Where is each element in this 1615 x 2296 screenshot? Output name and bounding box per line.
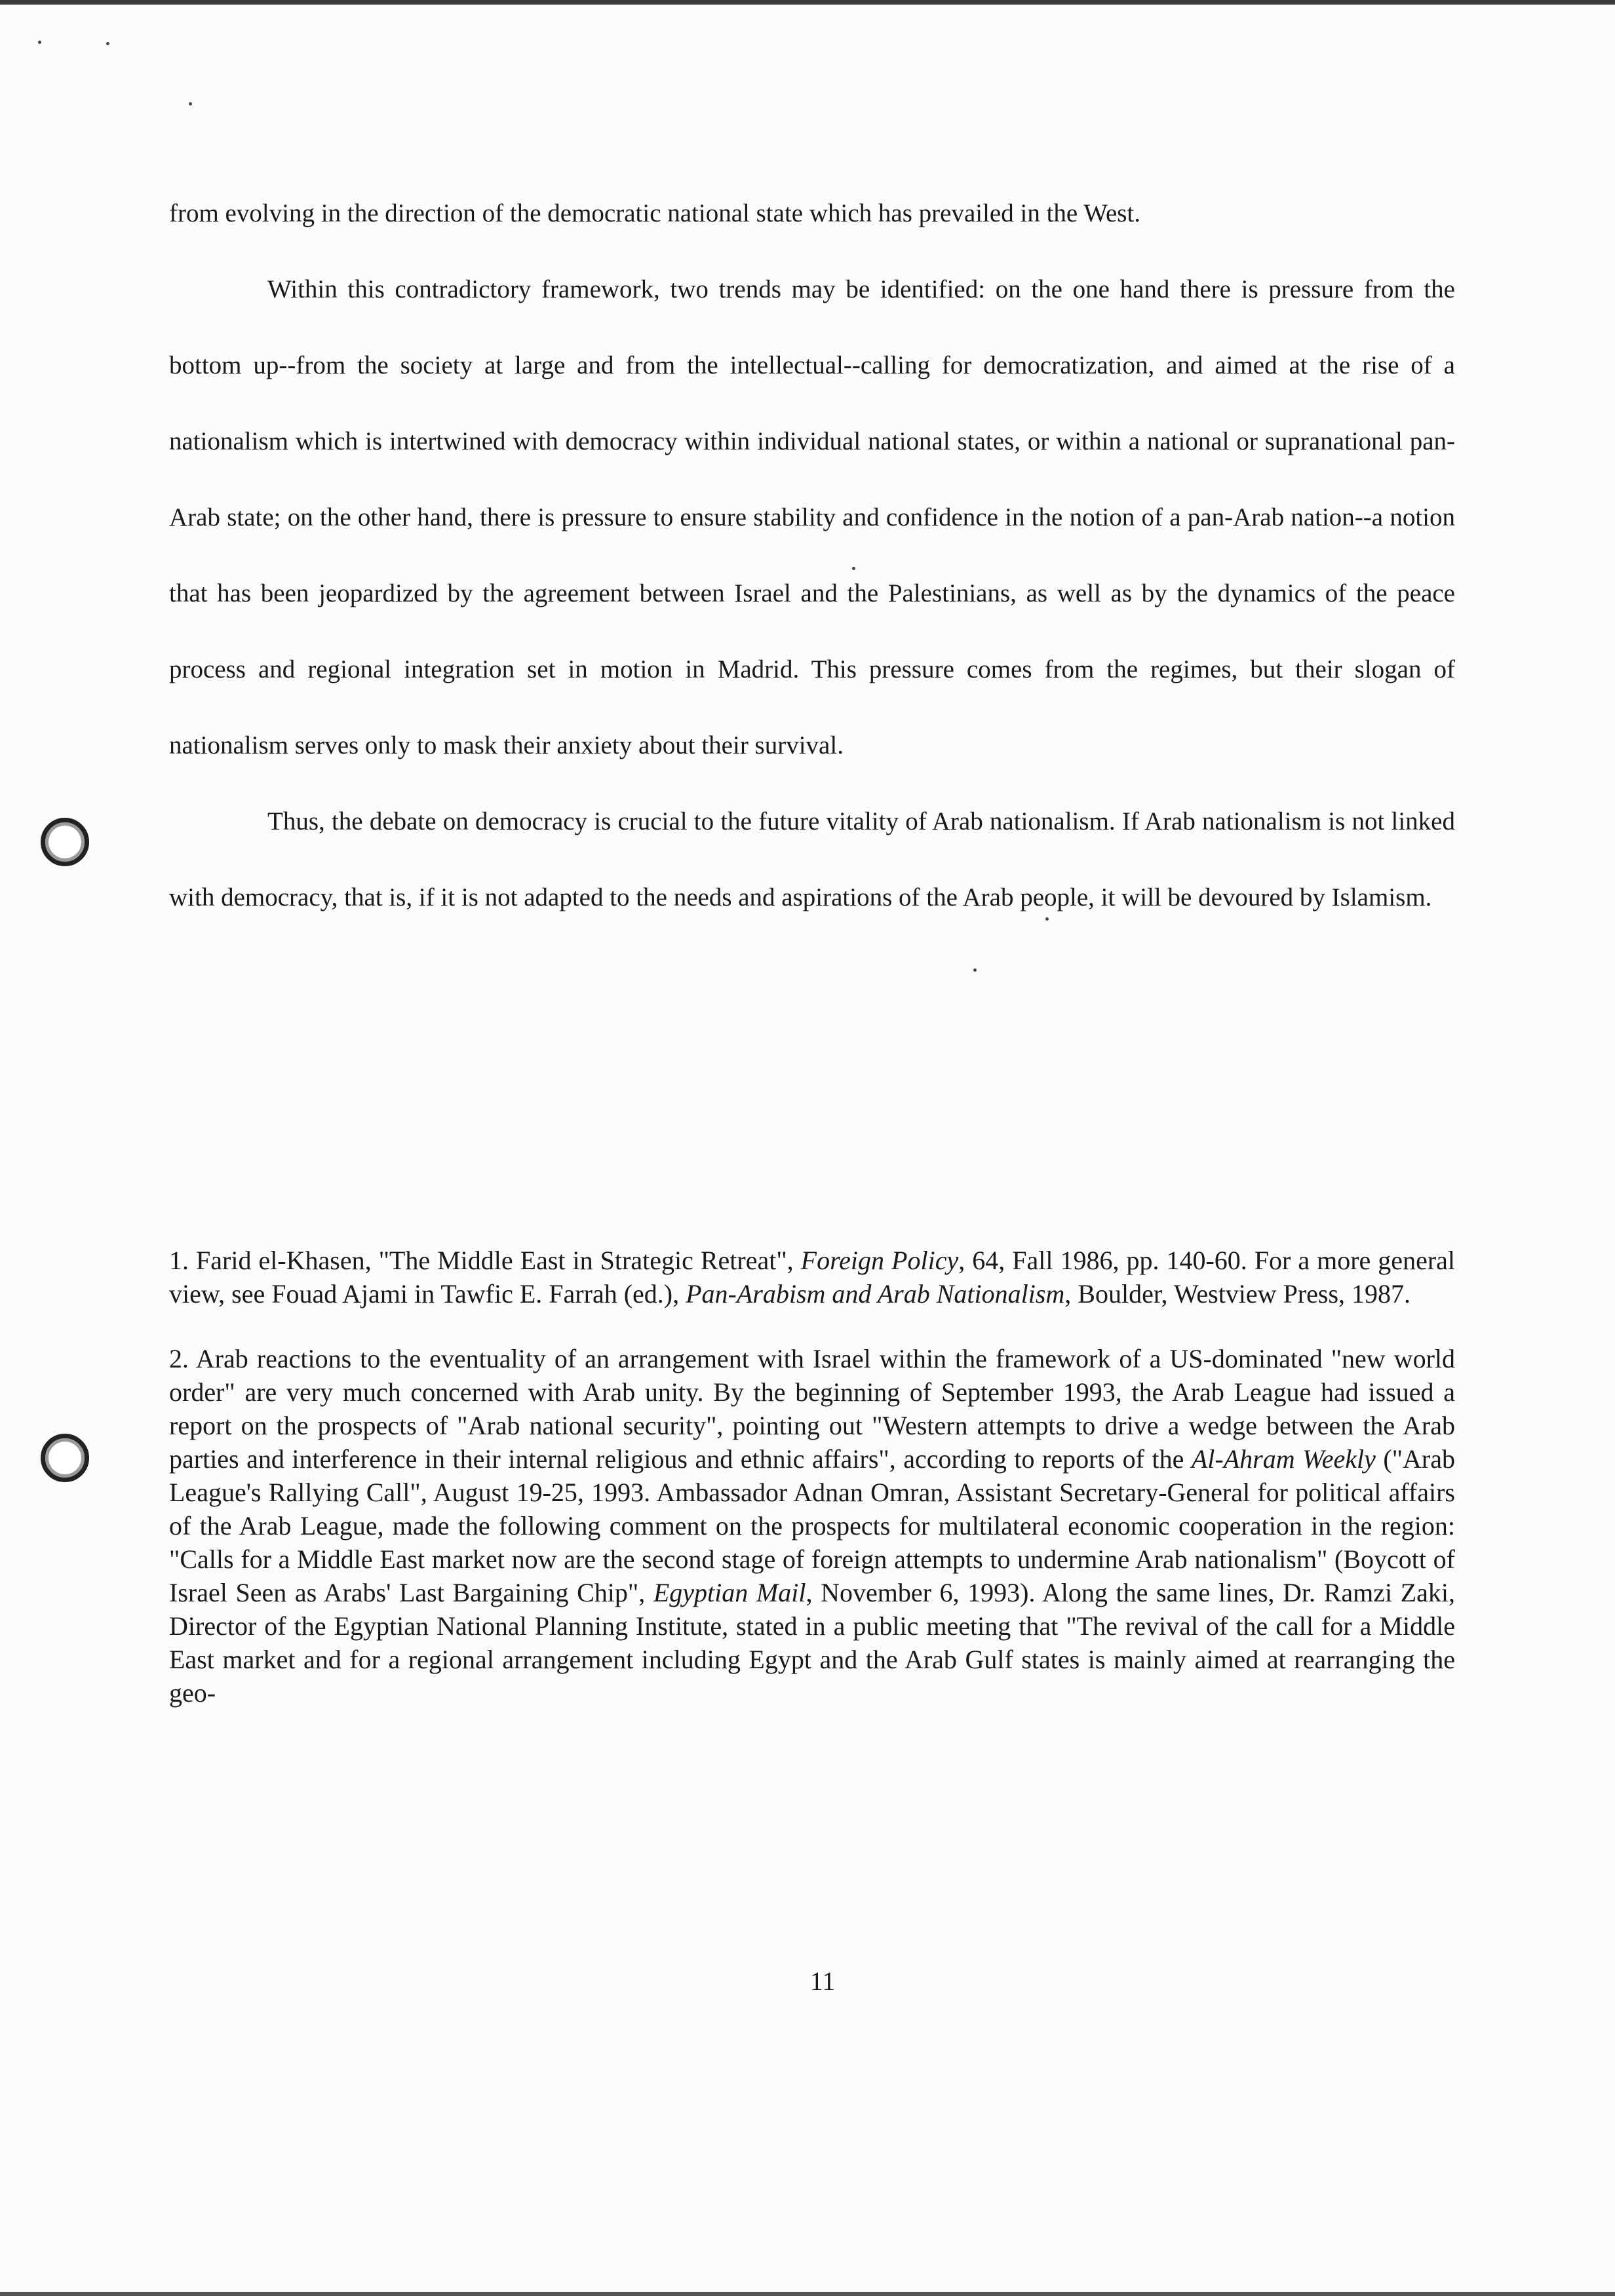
body-paragraph-1: from evolving in the direction of the democratic national state which has prevailed in the West. [169, 199, 1141, 227]
scan-bottom-edge [0, 2292, 1615, 2296]
scan-speck [106, 42, 109, 45]
footnote-2-text: , November 6, 1993). Along the same lines, Dr. Ramzi Zaki, Director of the Egyptian National Planning Institute, stated in a public meeting that "The revival of the call for a Middle East market and for a regional arrangement including Egypt and the Arab Gulf states is mainly aimed at rearranging the geo- [169, 1578, 1455, 1708]
punch-hole-bottom [41, 1434, 89, 1482]
scan-top-edge [0, 0, 1615, 5]
scan-speck [973, 968, 977, 972]
footnote-1-book-title: Pan-Arabism and Arab Nationalism [686, 1279, 1065, 1309]
scan-speck [38, 41, 41, 44]
footnote-1-text: , Boulder, Westview Press, 1987. [1064, 1279, 1411, 1309]
footnote-2-text: 2. Arab reactions to the eventuality of an arrangement with Israel within the framework of a US-dominated "new world order" are very much concerned with Arab unity. By the beginning of September 1993, the Arab League had issued a report on the prospects of "Arab national security", pointing out "Western attempts to drive a wedge between the Arab parties and interference in their internal religious and ethnic affairs", according to reports of the [169, 1344, 1455, 1474]
footnote-1 [169, 1244, 1455, 1311]
body-paragraph-3: Thus, the debate on democracy is crucial to the future vitality of Arab nationalism. If Arab nationalism is not linked with democracy, that is, if it is not adapted to the needs and aspirations of the Arab people, it will be devoured by Islamism. [169, 807, 1455, 911]
footnote-1-text: , 64, Fall 1986, pp. 140-60. For a more general view, see Fouad Ajami in Tawfic E. Farrah (ed.), [169, 1246, 1456, 1309]
body-paragraph-2: Within this contradictory framework, two trends may be identified: on the one hand there is pressure from the bottom up--from the society at large and from the intellectual--calling for democratization, and aimed at the rise of a nationalism which is intertwined with democracy within individual national states, or within a national or supranational pan-Arab state; on the other hand, there is pressure to ensure stability and confidence in the notion of a pan-Arab nation--a notion that has been jeopardized by the agreement between Israel and the Palestinians, as well as by the dynamics of the peace process and regional integration set in motion in Madrid. This pressure comes from the regimes, but their slogan of nationalism serves only to mask their anxiety about their survival. [169, 275, 1455, 759]
scan-speck [189, 102, 192, 105]
footnote-2-publication-title: Egyptian Mail [653, 1578, 806, 1607]
footnotes [169, 1244, 1455, 1741]
footnote-2-text: ("Arab League's Rallying Call", August 19-25, 1993. Ambassador Adnan Omran, Assistant Secretary-General for political affairs of the Arab League, made the following comment on the prospects for multilateral economic cooperation in the region: "Calls for a Middle East market now are the second stage of foreign attempts to undermine Arab nationalism" (Boycott of Israel Seen as Arabs' Last Bargaining Chip", [169, 1444, 1456, 1607]
body-text [169, 176, 1455, 936]
footnote-2-publication-title: Al-Ahram Weekly [1191, 1444, 1376, 1474]
footnote-1-journal-title: Foreign Policy [800, 1246, 959, 1275]
punch-hole-top [41, 818, 89, 866]
footnote-2 [169, 1342, 1455, 1710]
page-number: 11 [809, 1966, 836, 1996]
footnote-1-text: 1. Farid el-Khasen, "The Middle East in Strategic Retreat", [169, 1246, 801, 1275]
